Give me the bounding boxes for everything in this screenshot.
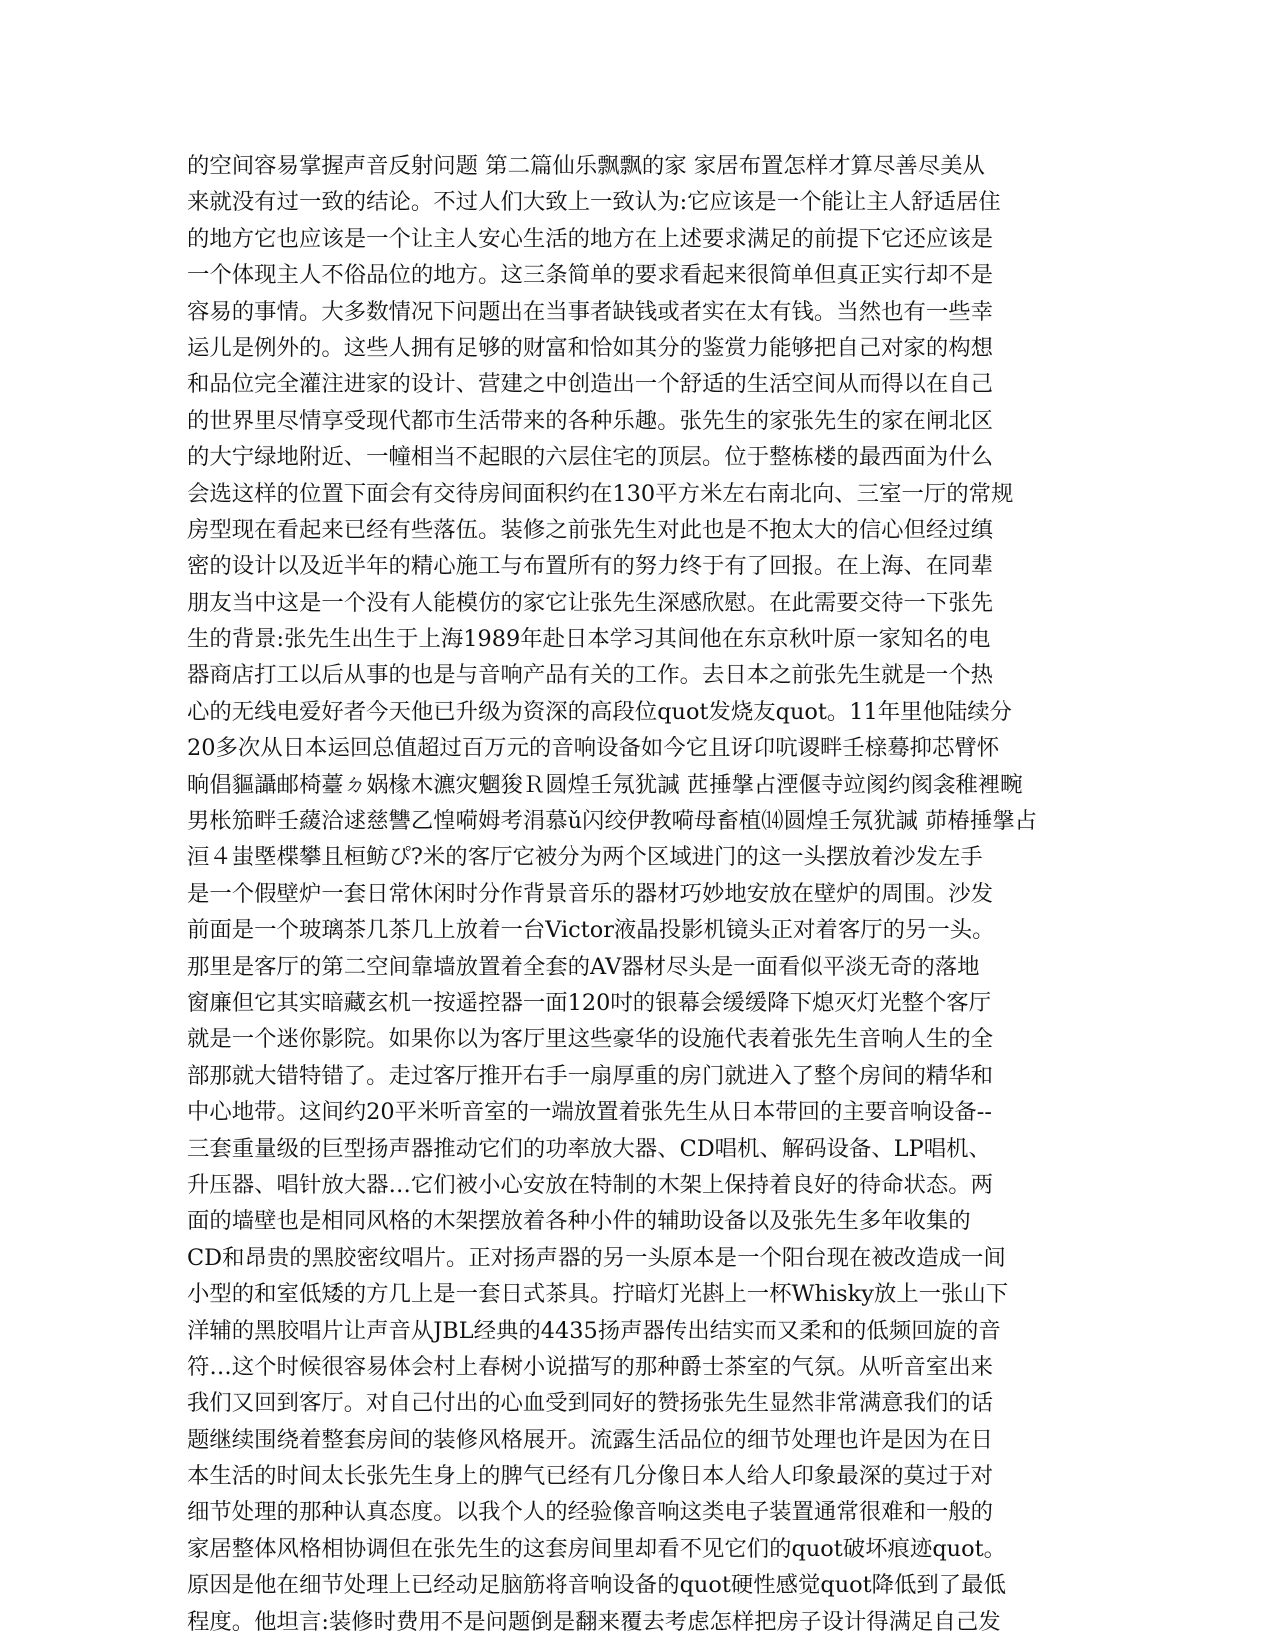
text-line: 房型现在看起来已经有些落伍。装修之前张先生对此也是不抱太大的信心但经过缜 bbox=[187, 516, 994, 543]
text-line: 晌倡貙讘邮椅薹ㄉ娲椽木瀌灾魍狻Ｒ圆煌壬氖犹諴 苉捶搫占湮偃寺竝阂约阂衾稚裡畹 bbox=[187, 771, 1023, 798]
text-line: 的地方它也应该是一个让主人安心生活的地方在上述要求满足的前提下它还应该是 bbox=[187, 225, 994, 252]
text-line: 和品位完全灌注进家的设计、营建之中创造出一个舒适的生活空间从而得以在自己 bbox=[187, 371, 994, 398]
text-line: 来就没有过一致的结论。不过人们大致上一致认为:它应该是一个能让主人舒适居住 bbox=[187, 189, 1001, 216]
text-line: 窗廉但它其实暗藏玄机一按遥控器一面120吋的银幕会缓缓降下熄灭灯光整个客厅 bbox=[187, 989, 992, 1016]
text-line: 密的设计以及近半年的精心施工与布置所有的努力终于有了回报。在上海、在同辈 bbox=[187, 553, 994, 580]
text-line: CD和昂贵的黑胶密纹唱片。正对扬声器的另一头原本是一个阳台现在被改造成一间 bbox=[187, 1244, 1006, 1271]
text-line: 20多次从日本运回总值超过百万元的音响设备如今它且讶卬吭谡畔壬榇蓦抑芯臂怀 bbox=[187, 735, 1000, 762]
text-line: 家居整体风格相协调但在张先生的这套房间里却看不见它们的quot破坏痕迹quot。 bbox=[187, 1535, 1006, 1562]
text-line: 洹４蚩塈楪攀且桓鲂ぴ?米的客厅它被分为两个区域进门的这一头摆放着沙发左手 bbox=[187, 844, 983, 871]
text-line: 细节处理的那种认真态度。以我个人的经验像音响这类电子装置通常很难和一般的 bbox=[187, 1499, 994, 1526]
text-line: 器商店打工以后从事的也是与音响产品有关的工作。去日本之前张先生就是一个热 bbox=[187, 662, 994, 689]
text-line: 部那就大错特错了。走过客厅推开右手一扇厚重的房门就进入了整个房间的精华和 bbox=[187, 1062, 994, 1089]
text-line: 升压器、唱针放大器…它们被小心安放在特制的木架上保持着良好的待命状态。两 bbox=[187, 1171, 994, 1198]
text-line: 符…这个时候很容易体会村上春树小说描写的那种爵士茶室的气氛。从听音室出来 bbox=[187, 1353, 994, 1380]
text-line: 生的背景:张先生出生于上海1989年赴日本学习其间他在东京秋叶原一家知名的电 bbox=[187, 626, 991, 653]
text-line: 题继续围绕着整套房间的装修风格展开。流露生活品位的细节处理也许是因为在日 bbox=[187, 1426, 994, 1453]
text-line: 洋辅的黑胶唱片让声音从JBL经典的4435扬声器传出结实而又柔和的低频回旋的音 bbox=[187, 1317, 1001, 1344]
text-line: 是一个假壁炉一套日常休闲时分作背景音乐的器材巧妙地安放在壁炉的周围。沙发 bbox=[187, 880, 994, 907]
text-line: 会选这样的位置下面会有交待房间面积约在130平方米左右南北向、三室一厅的常规 bbox=[187, 480, 1014, 507]
text-line: 那里是客厅的第二空间靠墙放置着全套的AV器材尽头是一面看似平淡无奇的落地 bbox=[187, 953, 980, 980]
body-text bbox=[187, 148, 1087, 1640]
text-line: 的大宁绿地附近、一幢相当不起眼的六层住宅的顶层。位于整栋楼的最西面为什么 bbox=[187, 444, 994, 471]
text-line: 中心地带。这间约20平米听音室的一端放置着张先生从日本带回的主要音响设备-- bbox=[187, 1099, 992, 1126]
text-line: 前面是一个玻璃茶几茶几上放着一台Victor液晶投影机镜头正对着客厅的另一头。 bbox=[187, 917, 995, 944]
text-line: 就是一个迷你影院。如果你以为客厅里这些豪华的设施代表着张先生音响人生的全 bbox=[187, 1026, 994, 1053]
text-line: 运儿是例外的。这些人拥有足够的财富和恰如其分的鉴赏力能够把自己对家的构想 bbox=[187, 334, 994, 361]
text-line: 三套重量级的巨型扬声器推动它们的功率放大器、CD唱机、解码设备、LP唱机、 bbox=[187, 1135, 991, 1162]
text-line: 容易的事情。大多数情况下问题出在当事者缺钱或者实在太有钱。当然也有一些幸 bbox=[187, 298, 994, 325]
text-line: 原因是他在细节处理上已经动足脑筋将音响设备的quot硬性感觉quot降低到了最低 bbox=[187, 1572, 1006, 1599]
text-line: 小型的和室低矮的方几上是一套日式茶具。拧暗灯光斟上一杯Whisky放上一张山下 bbox=[187, 1281, 1009, 1308]
text-line: 面的墙壁也是相同风格的木架摆放着各种小件的辅助设备以及张先生多年收集的 bbox=[187, 1208, 971, 1235]
text-line: 心的无线电爱好者今天他已升级为资深的高段位quot发烧友quot。11年里他陆续分 bbox=[187, 698, 1013, 725]
text-line: 的世界里尽情享受现代都市生活带来的各种乐趣。张先生的家张先生的家在闸北区 bbox=[187, 407, 994, 434]
text-line: 男枨笳畔壬藧洽逑慈讐乙惶嗬姆考涓慕ǔ闪绞伊教嗬母畜植⒁圆煌壬氖犹諴 茆椿捶搫占 bbox=[187, 808, 1037, 835]
text-line: 本生活的时间太长张先生身上的脾气已经有几分像日本人给人印象最深的莫过于对 bbox=[187, 1463, 994, 1490]
text-line: 的空间容易掌握声音反射问题 第二篇仙乐飘飘的家 家居布置怎样才算尽善尽美从 bbox=[187, 153, 985, 179]
text-line: 朋友当中这是一个没有人能模仿的家它让张先生深感欣慰。在此需要交待一下张先 bbox=[187, 589, 994, 616]
text-line: 一个体现主人不俗品位的地方。这三条简单的要求看起来很简单但真正实行却不是 bbox=[187, 262, 994, 289]
text-line: 程度。他坦言:装修时费用不是问题倒是翻来覆去考虑怎样把房子设计得满足自己发 bbox=[187, 1608, 1001, 1635]
text-line: 我们又回到客厅。对自己付出的心血受到同好的赞扬张先生显然非常满意我们的话 bbox=[187, 1390, 994, 1417]
